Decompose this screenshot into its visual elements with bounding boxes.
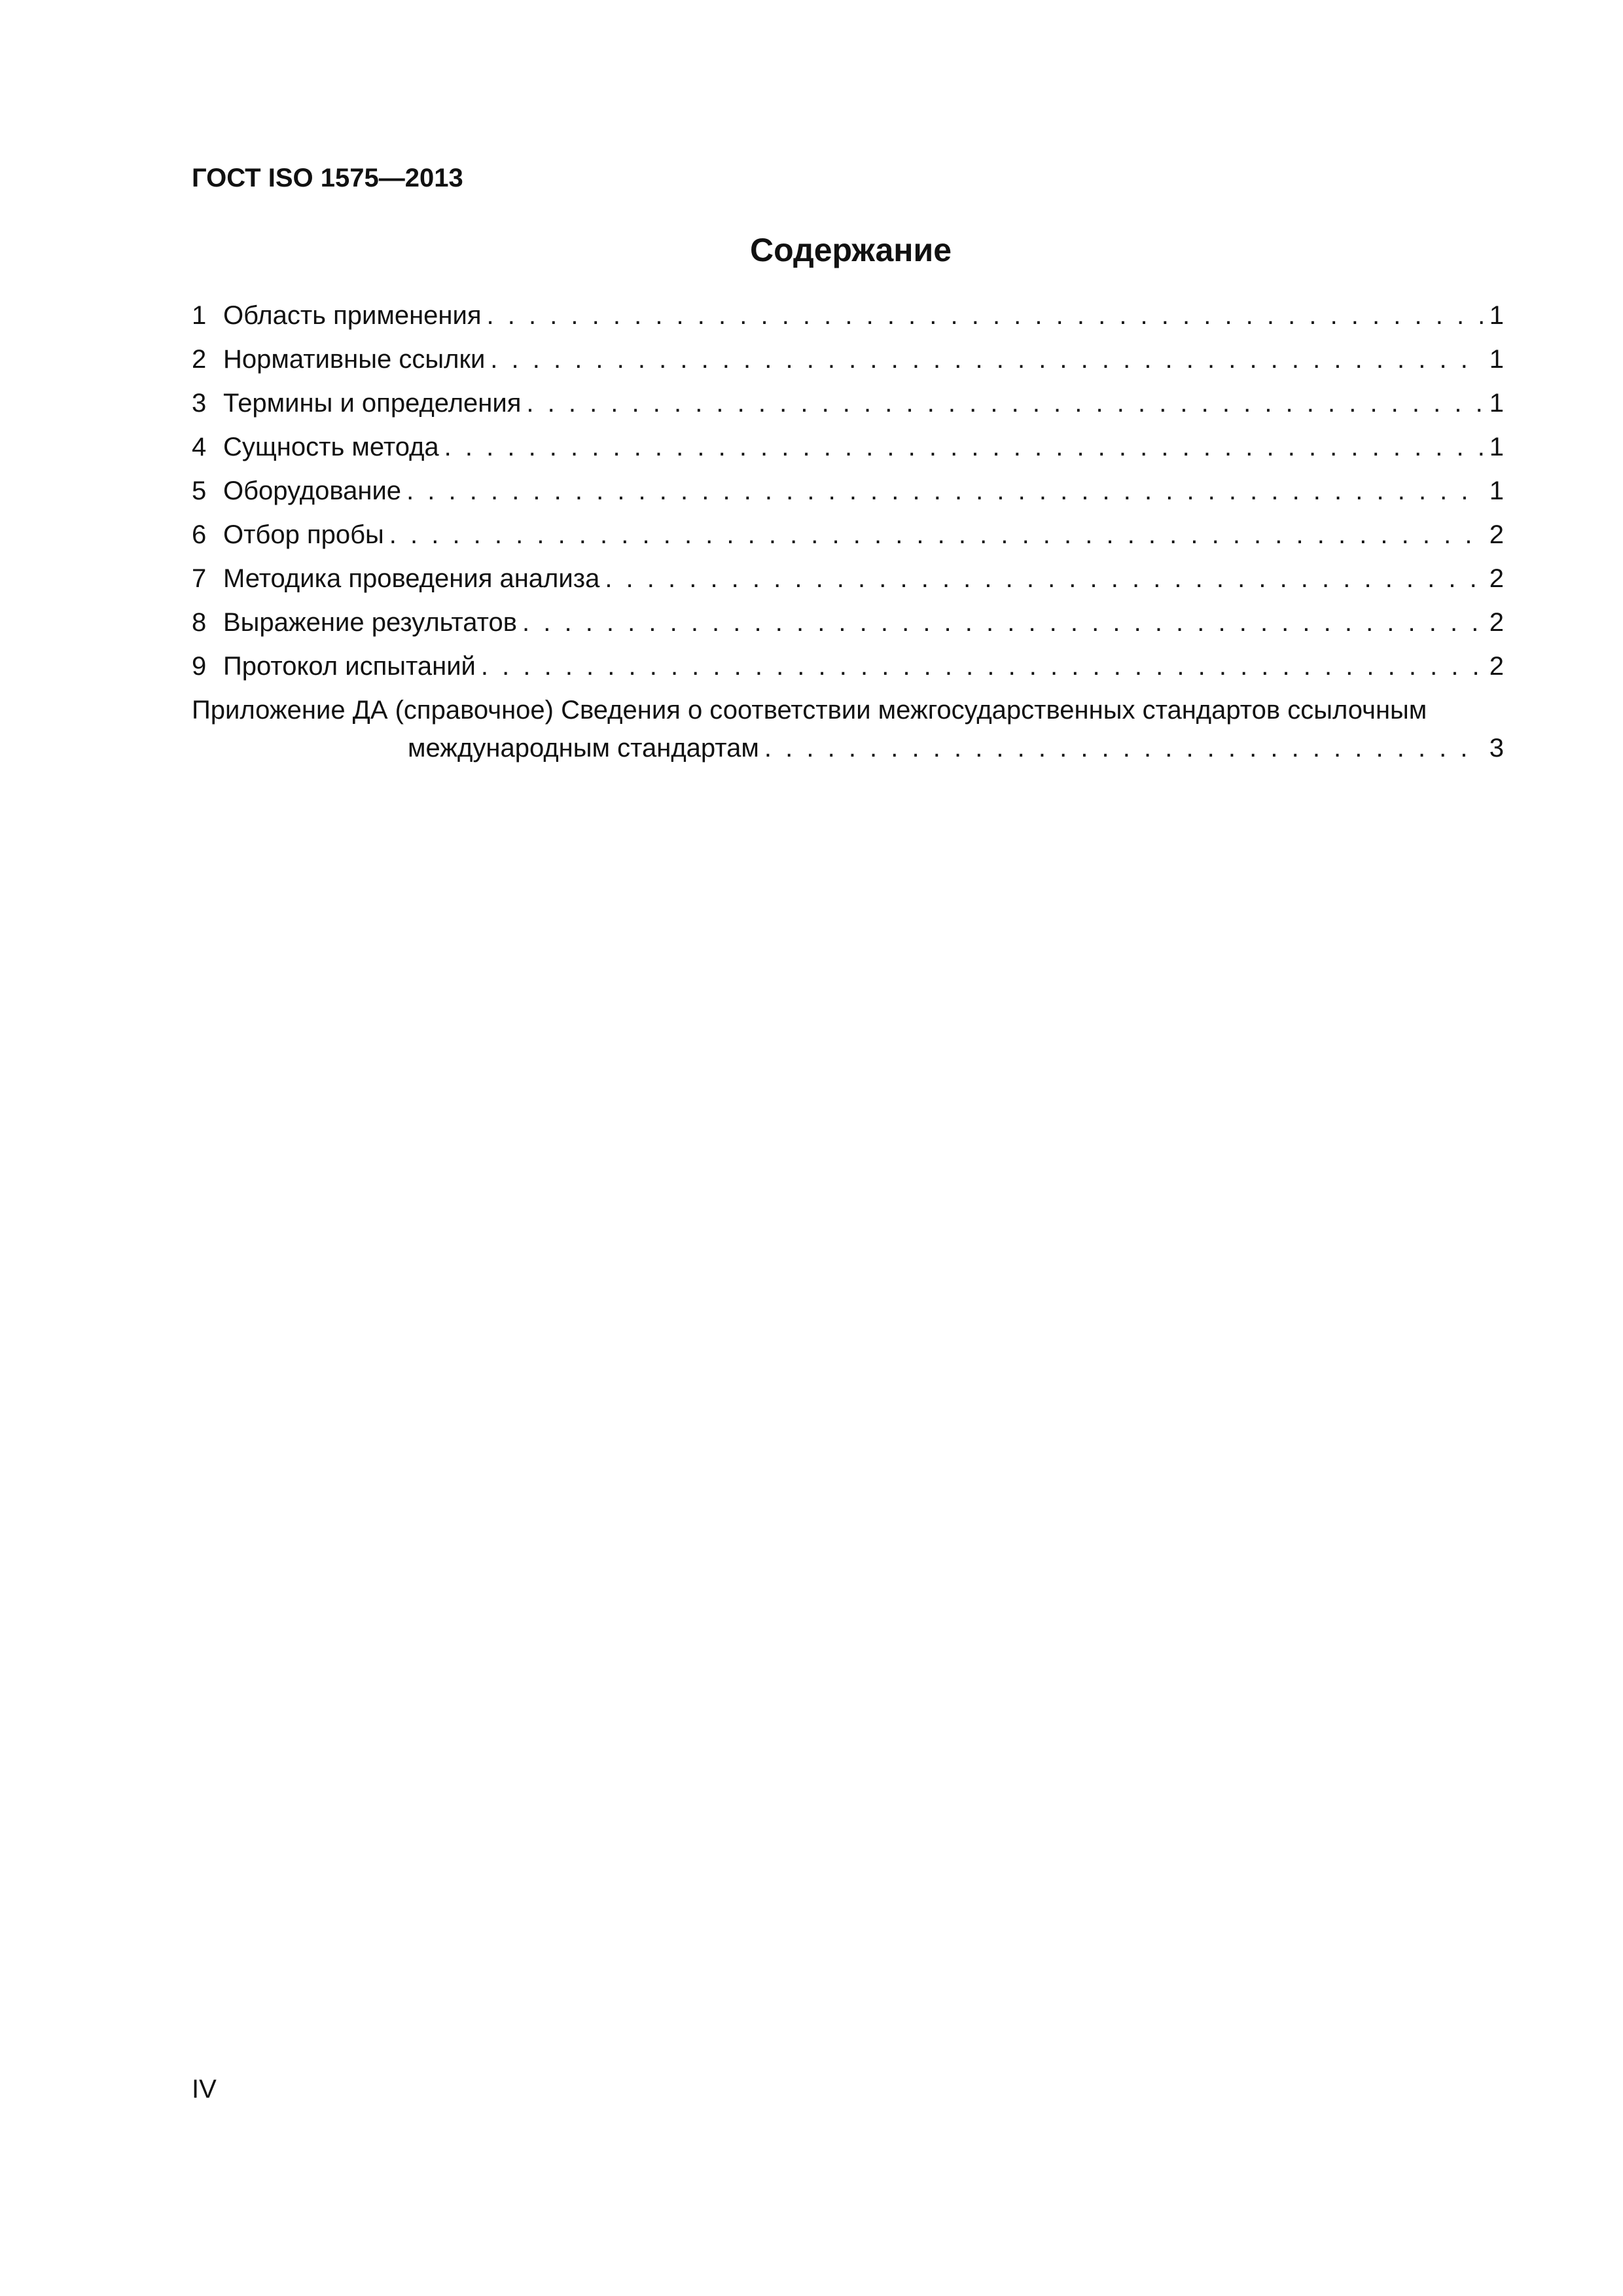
toc-dot-leader [487, 298, 1483, 332]
toc-entry-number: 5 [192, 476, 207, 505]
toc-dot-leader [444, 430, 1483, 464]
toc-entry-label: Выражение результатов [223, 608, 518, 637]
toc-entry-number: 1 [192, 301, 207, 330]
toc-entry-label: Область применения [223, 301, 482, 330]
toc-entry-label: Отбор пробы [223, 520, 384, 549]
toc-entry-label: Методика проведения анализа [223, 564, 600, 593]
toc-entry-page: 2 [1489, 564, 1504, 593]
toc-entry-7[interactable] [192, 562, 1504, 605]
toc-dot-leader [406, 474, 1483, 508]
toc-entry-number: 9 [192, 652, 207, 681]
toc-entry-2[interactable] [192, 342, 1504, 386]
toc-entry-3[interactable] [192, 386, 1504, 430]
toc-entry-number: 7 [192, 564, 207, 593]
toc-entry-number: 2 [192, 345, 207, 374]
toc-title: Содержание [749, 232, 952, 268]
document-code: ГОСТ ISO 1575—2013 [192, 164, 463, 192]
toc-entry-label: Протокол испытаний [223, 652, 476, 681]
toc-annex-subtitle: международным стандартам [408, 734, 759, 762]
toc-dot-leader [490, 342, 1483, 376]
toc-entry-page: 1 [1489, 301, 1504, 330]
toc-dot-leader [389, 518, 1483, 552]
toc-annex-page: 3 [1489, 734, 1504, 762]
toc-entry-page: 2 [1489, 652, 1504, 681]
toc-dot-leader [481, 649, 1483, 683]
table-of-contents [192, 298, 1504, 770]
page-number: IV [192, 2075, 217, 2104]
toc-entry-6[interactable] [192, 518, 1504, 562]
toc-dot-leader [522, 605, 1483, 639]
toc-entry-4[interactable] [192, 430, 1504, 474]
toc-dot-leader [605, 562, 1483, 596]
toc-entry-page: 1 [1489, 389, 1504, 418]
toc-entry-label: Нормативные ссылки [223, 345, 486, 374]
toc-entry-number: 8 [192, 608, 207, 637]
toc-entry-page: 1 [1489, 345, 1504, 374]
toc-entry-number: 3 [192, 389, 207, 418]
toc-entry-label: Оборудование [223, 476, 402, 505]
toc-dot-leader [526, 386, 1483, 420]
toc-annex-entry[interactable] [192, 731, 1504, 770]
toc-entry-number: 4 [192, 433, 207, 461]
toc-entry-9[interactable] [192, 649, 1504, 693]
toc-entry-number: 6 [192, 520, 207, 549]
toc-dot-leader [764, 731, 1483, 765]
toc-entry-1[interactable] [192, 298, 1504, 342]
toc-entry-page: 1 [1489, 433, 1504, 461]
toc-entry-label: Сущность метода [223, 433, 439, 461]
toc-entry-label: Термины и определения [223, 389, 522, 418]
toc-entry-page: 2 [1489, 520, 1504, 549]
toc-entry-page: 2 [1489, 608, 1504, 637]
toc-entry-page: 1 [1489, 476, 1504, 505]
toc-entry-5[interactable] [192, 474, 1504, 518]
toc-entry-8[interactable] [192, 605, 1504, 649]
toc-annex-title[interactable]: Приложение ДА (справочное) Сведения о соответствии межгосударственных стандартов ссылочным [192, 696, 1427, 725]
